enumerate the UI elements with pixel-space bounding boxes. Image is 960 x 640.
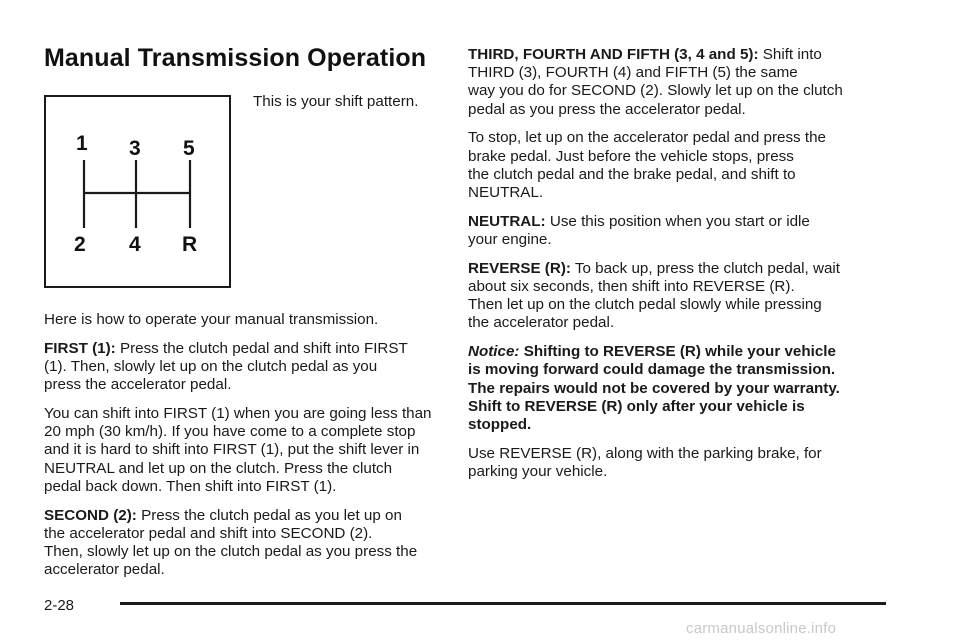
parking-line-1: Use REVERSE (R), along with the parking brake, for [468,444,822,462]
neutral-line-2: your engine. [468,231,552,249]
first-gear-term: FIRST (1): [44,339,116,357]
first-gear-line-1: FIRST (1): Press the clutch pedal and shift into FIRST [44,339,408,357]
notice-line-3: The repairs would not be covered by your warranty. [468,379,840,397]
watermark: carmanualsonline.info [686,620,837,637]
second-gear-term: SECOND (2): [44,506,137,524]
first-gear-line-2: (1). Then, slowly let up on the clutch pedal as you [44,358,378,375]
parking-line-2: parking your vehicle. [468,463,608,481]
second-gear-line-2: the accelerator pedal and shift into SECOND (2). [44,524,373,542]
first-note-line-3: and it is hard to shift into FIRST (1), put the shift lever in [44,441,420,459]
stop-line-4: NEUTRAL. [468,184,544,202]
notice-line-4: Shift to REVERSE (R) only after your vehicle is [468,397,805,415]
reverse-line-3: Then let up on the clutch pedal slowly while pressing [468,296,822,314]
page-title: Manual Transmission Operation [44,44,427,72]
neutral-paragraph [468,213,900,249]
stop-paragraph [468,129,900,202]
reverse-line-4: the accelerator pedal. [468,314,615,332]
notice-line-5: stopped. [468,416,532,434]
first-note-line-2: 20 mph (30 km/h). If you have come to a complete stop [44,423,416,441]
neutral-term: NEUTRAL: [468,212,546,230]
third-fifth-paragraph [468,46,900,119]
gear-label-2: 2 [74,233,86,256]
notice-paragraph [468,343,900,434]
gear-label-5: 5 [183,137,195,160]
third-fifth-line-4: pedal as you press the accelerator pedal. [468,100,746,118]
shift-pattern-caption: This is your shift pattern. [253,93,419,110]
shift-gate-lines [84,160,190,228]
second-gear-line-3: Then, slowly let up on the clutch pedal as you press the [44,543,418,561]
gear-label-1: 1 [76,132,88,155]
intro-paragraph [44,311,454,329]
reverse-paragraph [468,260,900,333]
second-gear-line-1: SECOND (2): Press the clutch pedal as you let up on [44,506,402,524]
footer-divider [120,602,886,605]
right-column [468,46,900,492]
first-note-line-1: You can shift into FIRST (1) when you are going less than [44,405,432,422]
stop-line-2: brake pedal. Just before the vehicle stops, press [468,147,794,165]
third-fifth-term: THIRD, FOURTH AND FIFTH (3, 4 and 5): [468,46,759,63]
shift-pattern-graphic [46,97,233,290]
reverse-line-2: about six seconds, then shift into REVERSE (R). [468,278,795,296]
first-gear-line-3: press the accelerator pedal. [44,376,232,394]
page-number: 2-28 [44,597,75,614]
reverse-line-1: REVERSE (R): To back up, press the clutch pedal, wait [468,259,840,277]
shift-pattern-diagram [44,95,231,288]
third-fifth-line-1: THIRD, FOURTH AND FIFTH (3, 4 and 5): Shift into [468,46,822,63]
third-fifth-line-3: way you do for SECOND (2). Slowly let up on the clutch [468,82,843,100]
stop-line-3: the clutch pedal and the brake pedal, and shift to [468,165,796,183]
gear-label-4: 4 [129,233,141,256]
first-gear-note-paragraph [44,405,454,496]
stop-line-1: To stop, let up on the accelerator pedal and press the [468,129,826,147]
notice-line-2: is moving forward could damage the transmission. [468,361,836,379]
gear-label-r: R [182,233,198,256]
second-gear-paragraph [44,507,454,580]
intro-line: Here is how to operate your manual transmission. [44,311,379,328]
first-gear-paragraph [44,340,454,395]
reverse-term: REVERSE (R): [468,259,571,277]
parking-paragraph [468,445,900,481]
first-note-line-5: pedal back down. Then shift into FIRST (1). [44,477,337,495]
notice-label: Notice: [468,343,520,361]
left-column [44,311,454,590]
gear-label-3: 3 [129,137,141,160]
notice-line-1: Notice: Shifting to REVERSE (R) while your vehicle [468,343,836,361]
third-fifth-line-2: THIRD (3), FOURTH (4) and FIFTH (5) the same [468,64,798,82]
neutral-line-1: NEUTRAL: Use this position when you start or idle [468,212,810,230]
second-gear-line-4: accelerator pedal. [44,561,165,579]
first-note-line-4: NEUTRAL and let up on the clutch. Press the clutch [44,459,393,477]
